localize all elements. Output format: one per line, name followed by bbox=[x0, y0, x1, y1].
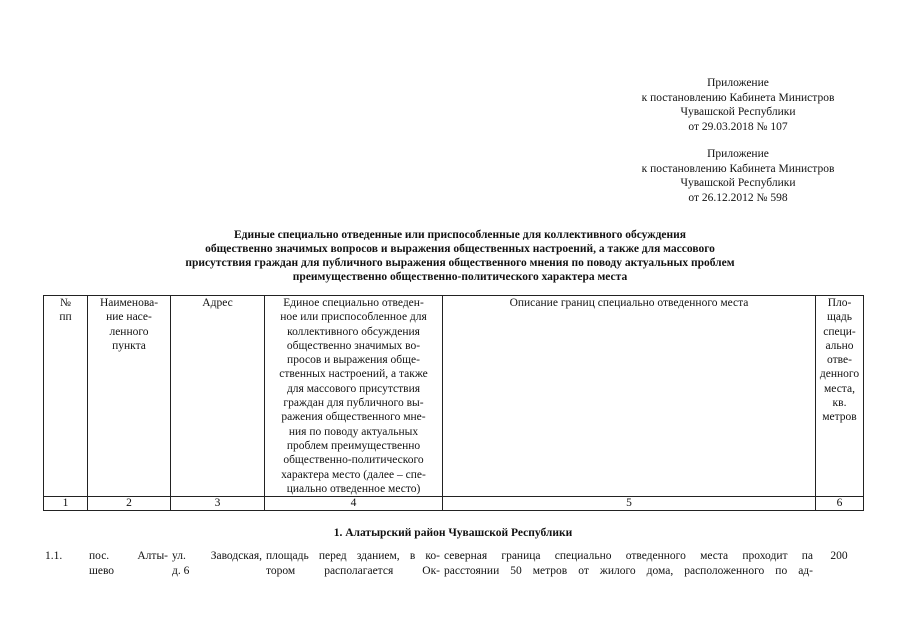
column-number: 1 bbox=[44, 497, 88, 511]
appendix-date-number: от 26.12.2012 № 598 bbox=[688, 191, 788, 204]
appendix-resolution: к постановлению Кабинета Министров bbox=[641, 91, 835, 104]
row-boundary: северная граница специально отведенного места проходит па расстоянии 50 метров от жилого дома, расположенного по ад- bbox=[444, 550, 813, 577]
title-line-1: Единые специально отведенные или приспособленные для коллективного обсуждения bbox=[233, 229, 687, 241]
column-number: 5 bbox=[443, 497, 816, 511]
title-line-4: преимущественно общественно-политического характера места bbox=[292, 271, 628, 283]
appendix-resolution: к постановлению Кабинета Министров bbox=[641, 162, 835, 175]
header-settlement: Наименова- ние насе- ленного пункта bbox=[88, 296, 171, 497]
header-area: Пло- щадь специ- ально отве- денного места, кв. метров bbox=[816, 296, 864, 497]
header-address: Адрес bbox=[171, 296, 265, 497]
column-number: 6 bbox=[816, 497, 864, 511]
row-number: 1.1. bbox=[45, 550, 63, 562]
table-row bbox=[43, 549, 863, 579]
appendix-label: Приложение bbox=[707, 148, 769, 160]
appendix-republic: Чувашской Республики bbox=[680, 177, 796, 189]
header-place: Единое специально отведен- ное или приспособленное для коллективного обсуждения общественно значимых во- просов и выражения обще- ственных настроений, а также для массового присутствия граждан для публичного вы- ражения общественного мне- ния по поводу актуальных проблем преимущественно общественно-политического характера место (далее – спе- циально отведенное место) bbox=[265, 296, 443, 497]
column-number: 3 bbox=[171, 497, 265, 511]
appendix-note-2 bbox=[608, 147, 868, 205]
column-number-row bbox=[44, 497, 864, 511]
row-settlement: пос. Алты- шево bbox=[89, 550, 168, 577]
column-number: 2 bbox=[88, 497, 171, 511]
title-line-3: присутствия граждан для публичного выражения общественного мнения по поводу актуальных проблем bbox=[185, 257, 735, 269]
row-address: ул. Заводская, д. 6 bbox=[172, 550, 262, 577]
column-number: 4 bbox=[265, 497, 443, 511]
places-table bbox=[43, 295, 864, 511]
title-line-2: общественно значимых вопросов и выражения общественных настроений, а также для массового bbox=[205, 243, 715, 255]
row-place: площадь перед зданием, в ко- тором располагается Ок- bbox=[266, 550, 440, 577]
appendix-note-1 bbox=[608, 76, 868, 134]
header-boundary: Описание границ специально отведенного места bbox=[443, 296, 816, 497]
appendix-label: Приложение bbox=[707, 77, 769, 89]
row-area: 200 bbox=[830, 550, 848, 562]
section-heading: 1. Алатырский район Чувашской Республики bbox=[333, 527, 573, 539]
appendix-date-number: от 29.03.2018 № 107 bbox=[688, 120, 788, 133]
document-title bbox=[110, 228, 810, 284]
header-number: № пп bbox=[44, 296, 88, 497]
appendix-republic: Чувашской Республики bbox=[680, 106, 796, 118]
table-header-row bbox=[44, 296, 864, 497]
places-table-body bbox=[43, 549, 863, 579]
